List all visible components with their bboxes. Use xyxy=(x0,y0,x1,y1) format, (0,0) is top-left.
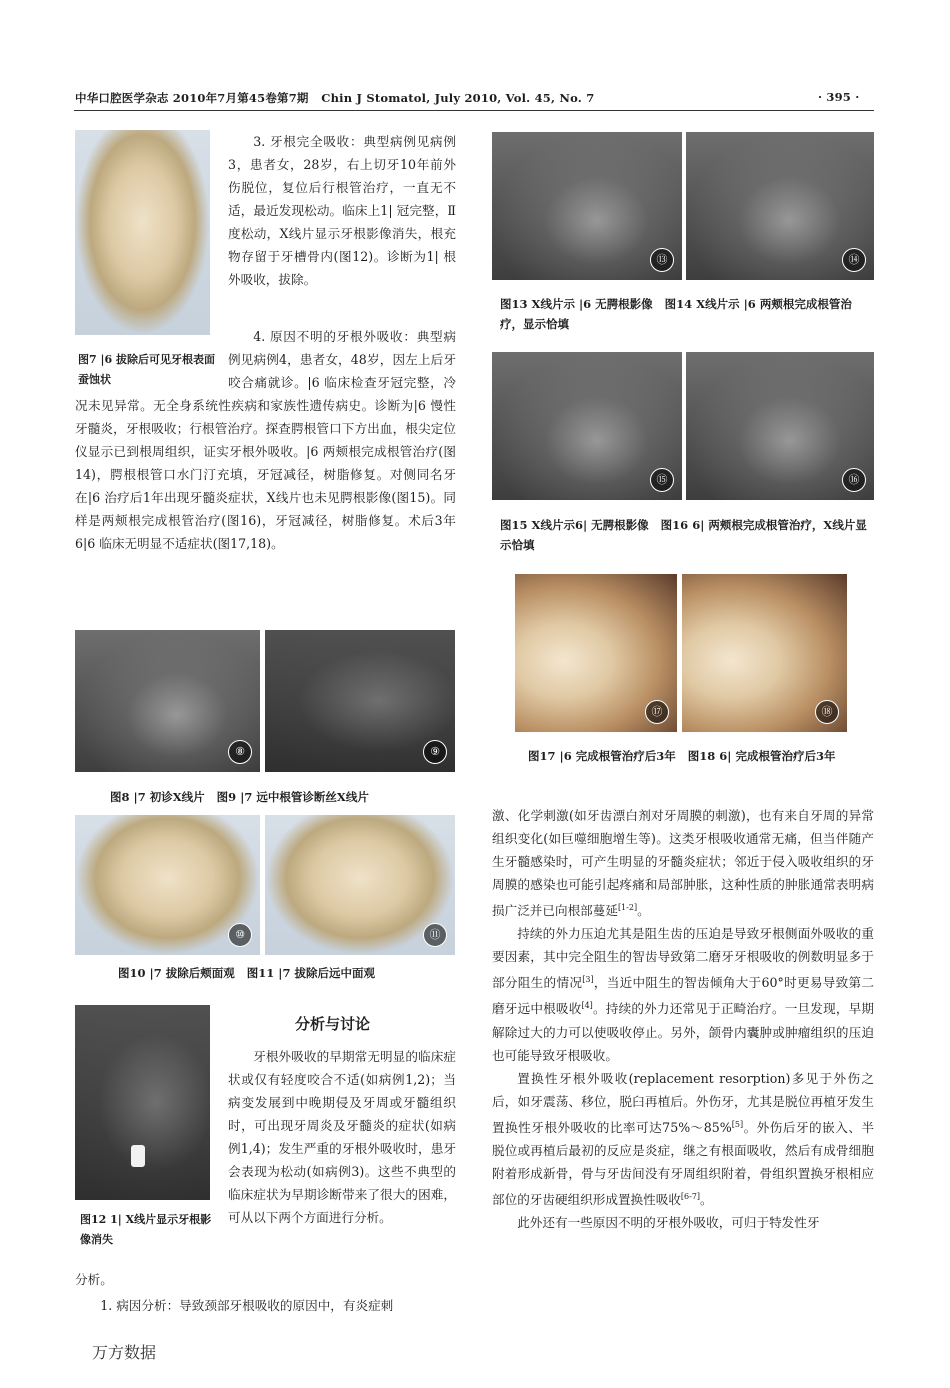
header-rule xyxy=(74,110,874,111)
case4-wide xyxy=(75,394,456,624)
figure-13-number: ⑬ xyxy=(650,248,674,272)
figure-16-label: 图16 xyxy=(660,518,689,532)
right-paragraph-1: 激、化学刺激(如牙齿漂白剂对牙周膜的刺激)，也有来自牙周的异常组织变化(如巨噬细胞增生等)。这类牙根吸收通常无痛，但当伴随产生牙髓感染时，可产生明显的牙髓炎症状；邻近于侵入吸收组织的牙周膜的感染也可能引起疼痛和局部肿胀，这种性质的肿胀通常表明病损广泛并已向根部蔓延[1-2]。 xyxy=(492,808,874,919)
figure-15-xray xyxy=(492,352,682,500)
discussion-paragraph-2: 1. 病因分析：导致颈部牙根吸收的原因中，有炎症刺 xyxy=(100,1298,394,1313)
figure-17-text: |6 完成根管治疗后3年 xyxy=(559,749,676,763)
figure-12-xray xyxy=(75,1005,210,1200)
journal-name: 中华口腔医学杂志 2010年7月第45卷第7期 xyxy=(75,91,309,105)
figure-12-caption xyxy=(80,1210,220,1250)
figure-8-label: 图8 xyxy=(110,790,130,804)
figure-11-label: 图11 xyxy=(246,966,275,980)
figure-7-label: 图7 xyxy=(78,353,97,366)
figure-11-text: |7 拔除后远中面观 xyxy=(278,966,375,980)
figure-14-label: 图14 xyxy=(664,297,693,311)
right-paragraph-3: 置换性牙根外吸收(replacement resorption)多见于外伤之后，如牙震荡、移位，脱臼再植后。外伤牙，尤其是脱位再植牙发生置换性牙根外吸收的比率可达75%～85%[5]。外伤后牙的嵌入、半脱位或再植后最初的反应是炎症，继之有根面吸收，然后有成骨细胞附着形成新骨，骨与牙齿间没有牙周组织附着，骨组织置换牙根相应部位的牙齿硬组织形成置换性吸收[6-7]。 xyxy=(492,1070,874,1207)
case4-narrow xyxy=(228,325,456,394)
figure-8-number: ⑧ xyxy=(228,740,252,764)
right-column-text xyxy=(492,804,874,1344)
journal-header xyxy=(75,90,594,106)
figure-8-9-caption xyxy=(110,787,450,807)
figure-13-text: X线片示 |6 无腭根影像 xyxy=(531,297,653,311)
figure-18-number: ⑱ xyxy=(815,700,839,724)
watermark: 万方数据 xyxy=(92,1343,157,1362)
figure-18-photo xyxy=(682,574,847,732)
figure-18-label: 图18 xyxy=(687,749,716,763)
figure-9-xray xyxy=(265,630,455,772)
figure-11-number: ⑪ xyxy=(423,923,447,947)
figure-12-text: 1| X线片显示牙根影像消失 xyxy=(80,1213,212,1246)
figure-17-number: ⑰ xyxy=(645,700,669,724)
right-paragraph-4: 此外还有一些原因不明的牙根外吸收，可归于特发性牙 xyxy=(517,1214,820,1230)
ref-4: [4] xyxy=(581,1001,593,1011)
figure-10-label: 图10 xyxy=(118,966,146,980)
page-number: · 395 · xyxy=(818,90,860,104)
discussion-p2 xyxy=(75,1294,456,1317)
figure-16-xray xyxy=(686,352,874,500)
root-filling-mark xyxy=(131,1145,145,1167)
figure-15-text: X线片示6| 无腭根影像 xyxy=(531,518,649,532)
figure-10-text: |7 拔除后颊面观 xyxy=(149,966,235,980)
figure-9-number: ⑨ xyxy=(423,740,447,764)
figure-15-16-caption xyxy=(500,515,870,555)
discussion-tail xyxy=(75,1268,456,1291)
figure-16-number: ⑯ xyxy=(842,468,866,492)
figure-7-caption xyxy=(78,350,218,390)
case4-paragraph-narrow: 4. 原因不明的牙根外吸收：典型病例见病例4，患者女，48岁，因左上后牙咬合痛就诊。|6 临床检查牙冠完整，冷 xyxy=(228,329,456,390)
discussion-paragraph-1: 牙根外吸收的早期常无明显的临床症状或仅有轻度咬合不适(如病例1,2)；当病变发展到中晚期侵及牙周或牙髓组织时，可出现牙周炎及牙髓炎的症状(如病例1,4)；发生严重的牙根外吸收时，患牙会表现为松动(如病例3)。这些不典型的临床症状为早期诊断带来了很大的困难，可从以下两个方面进行分析。 xyxy=(228,1049,456,1225)
figure-17-18-caption xyxy=(528,746,868,766)
case3-paragraph: 3. 牙根完全吸收：典型病例见病例3，患者女，28岁，右上切牙10年前外伤脱位，复位后行根管治疗，一直无不适，最近发现松动。临床上1| 冠完整，Ⅱ度松动，X线片显示牙根影像消失，根充物存留于牙槽骨内(图12)。诊断为1| 根外吸收，拔除。 xyxy=(228,134,456,287)
figure-14-number: ⑭ xyxy=(842,248,866,272)
figure-15-label: 图15 xyxy=(500,518,528,532)
figure-13-xray xyxy=(492,132,682,280)
figure-10-photo xyxy=(75,815,260,955)
section-title: 分析与讨论 xyxy=(295,1015,371,1033)
figure-13-label: 图13 xyxy=(500,297,528,311)
figure-17-label: 图17 xyxy=(528,749,556,763)
figure-7-text: |6 拔除后可见牙根表面蚕蚀状 xyxy=(78,353,215,386)
figure-7-photo xyxy=(75,130,210,335)
figure-8-xray xyxy=(75,630,260,772)
figure-14-xray xyxy=(686,132,874,280)
figure-9-text: |7 远中根管诊断丝X线片 xyxy=(240,790,369,804)
figure-12-label: 图12 xyxy=(80,1213,107,1226)
ref-6-7: [6-7] xyxy=(680,1191,701,1201)
ref-3: [3] xyxy=(582,975,594,985)
case4-paragraph-wide: 况未见异常。无全身系统性疾病和家族性遗传病史。诊断为|6 慢性牙髓炎，牙根吸收；行根管治疗。探查腭根管口下方出血，根尖定位仪显示已到根周组织，证实牙根外吸收。|6 两颊根完成根管治疗(图14)，腭根根管口水门汀充填，牙冠减径，树脂修复。对侧同名牙在|6 治疗后1年出现牙髓炎症状，X线片也未见腭根影像(图15)。同样是两颊根完成根管治疗(图16)，牙冠减径，树脂修复。术后3年6|6 临床无明显不适症状(图17,18)。 xyxy=(75,398,456,551)
figure-16-text: 6| 两颊根完成根管治疗，X线片显示恰填 xyxy=(500,518,867,552)
figure-13-14-caption xyxy=(500,294,870,334)
figure-15-number: ⑮ xyxy=(650,468,674,492)
figure-10-11-caption xyxy=(118,963,458,983)
right-paragraph-2: 持续的外力压迫尤其是阻生齿的压迫是导致牙根侧面外吸收的重要因素，其中完全阻生的智齿导致第二磨牙牙根吸收的例数明显多于部分阻生的情况[3]，当近中阻生的智齿倾角大于60°时更易导致第二磨牙远中根吸收[4]。持续的外力还常见于正畸治疗。一旦发现，早期解除过大的力可以使吸收停止。另外，颌骨内囊肿或肿瘤组织的压迫也可能导致牙根吸收。 xyxy=(492,926,874,1063)
ref-1-2: [1-2] xyxy=(617,903,638,912)
ref-5: [5] xyxy=(731,1119,744,1129)
discussion-narrow xyxy=(228,1045,456,1275)
figure-14-text: X线片示 |6 两颊根完成根管治疗，显示恰填 xyxy=(500,297,852,331)
figure-8-text: |7 初诊X线片 xyxy=(133,790,205,804)
figure-10-number: ⑩ xyxy=(228,923,252,947)
discussion-paragraph-1-tail: 分析。 xyxy=(75,1272,113,1287)
journal-name-en: Chin J Stomatol, July 2010, Vol. 45, No. 7 xyxy=(321,91,595,105)
figure-9-label: 图9 xyxy=(216,790,237,804)
figure-11-photo xyxy=(265,815,455,955)
figure-17-photo xyxy=(515,574,677,732)
figure-18-text: 6| 完成根管治疗后3年 xyxy=(719,749,836,763)
